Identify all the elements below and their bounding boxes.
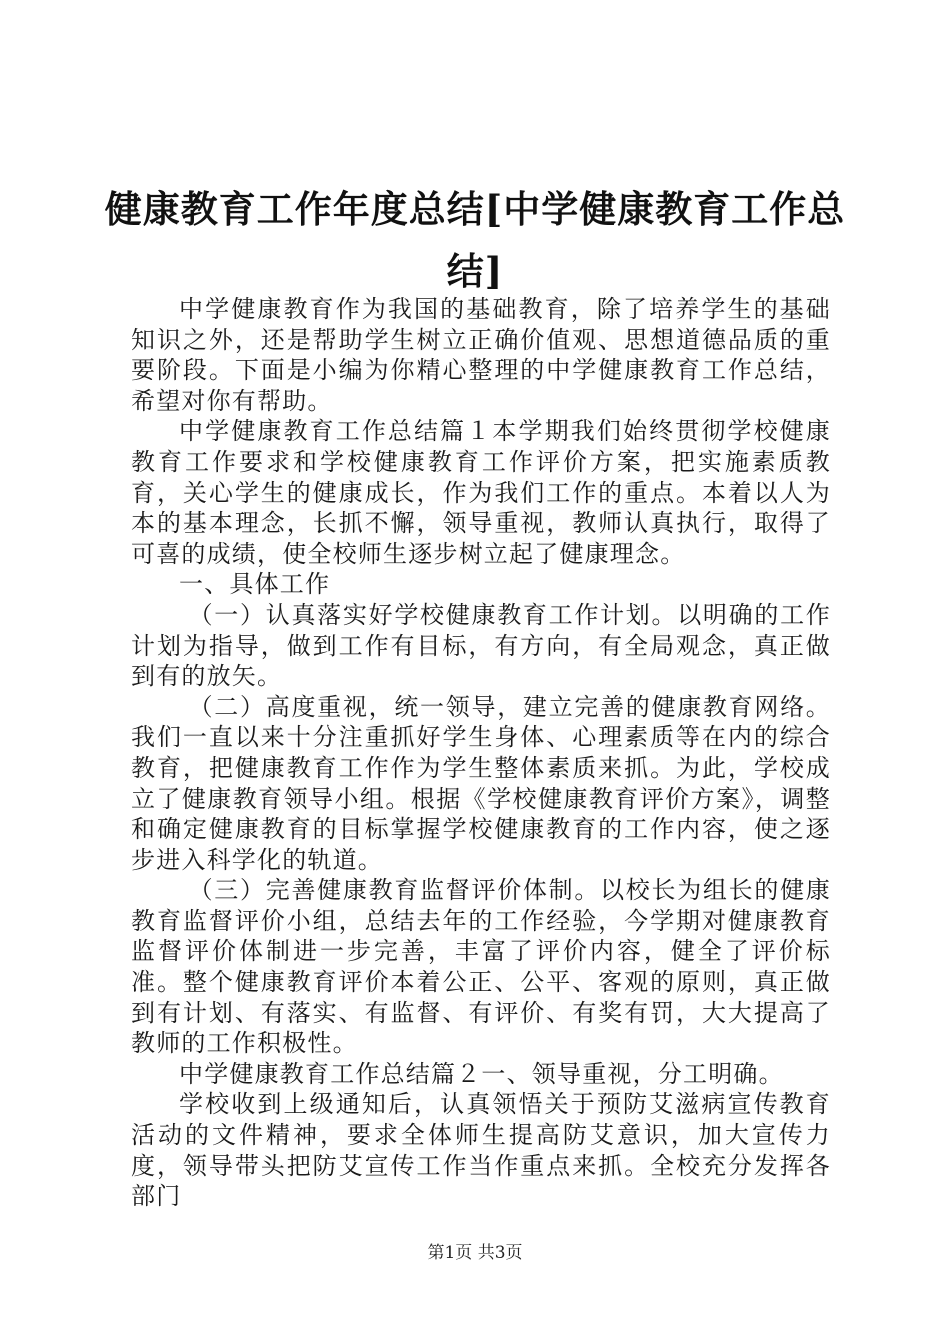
page-number: 第1页 共3页 (427, 1243, 523, 1263)
paragraph-part2: 学校收到上级通知后，认真领悟关于预防艾滋病宣传教育活动的文件精神，要求全体师生提高防艾意识，加大宣传力度，领导带头把防艾宣传工作当作重点来抓。全校充分发挥各部门 (131, 1090, 831, 1211)
document-title: 健康教育工作年度总结[中学健康教育工作总结] (104, 187, 846, 293)
document-body (131, 294, 831, 1212)
paragraph-item-3: （三）完善健康教育监督评价体制。以校长为组长的健康教育监督评价小组，总结去年的工作经验，今学期对健康教育监督评价体制进一步完善，丰富了评价内容，健全了评价标准。整个健康教育评价本着公正、公平、客观的原则，真正做到有计划、有落实、有监督、有评价、有奖有罚，大大提高了教师的工作积极性。 (131, 876, 831, 1058)
paragraph-item-2: （二）高度重视，统一领导，建立完善的健康教育网络。我们一直以来十分注重抓好学生身体、心理素质等在内的综合教育，把健康教育工作作为学生整体素质来抓。为此，学校成立了健康教育领导小组。根据《学校健康教育评价方案》，调整和确定健康教育的目标掌握学校健康教育的工作内容，使之逐步进入科学化的轨道。 (131, 692, 831, 874)
section-heading: 一、具体工作 (179, 570, 331, 599)
paragraph-intro: 中学健康教育作为我国的基础教育，除了培养学生的基础知识之外，还是帮助学生树立正确价值观、思想道德品质的重要阶段。下面是小编为你精心整理的中学健康教育工作总结，希望对你有帮助。 (131, 295, 831, 415)
paragraph-part1: 中学健康教育工作总结篇１本学期我们始终贯彻学校健康教育工作要求和学校健康教育工作评价方案，把实施素质教育，关心学生的健康成长，作为我们工作的重点。本着以人为本的基本理念，长抓不懈，领导重视，教师认真执行，取得了可喜的成绩，使全校师生逐步树立起了健康理念。 (131, 417, 831, 568)
paragraph-item-1: （一）认真落实好学校健康教育工作计划。以明确的工作计划为指导，做到工作有目标，有方向，有全局观念，真正做到有的放矢。 (131, 600, 831, 691)
paragraph-part2-heading: 中学健康教育工作总结篇２一、领导重视，分工明确。 (179, 1059, 784, 1088)
